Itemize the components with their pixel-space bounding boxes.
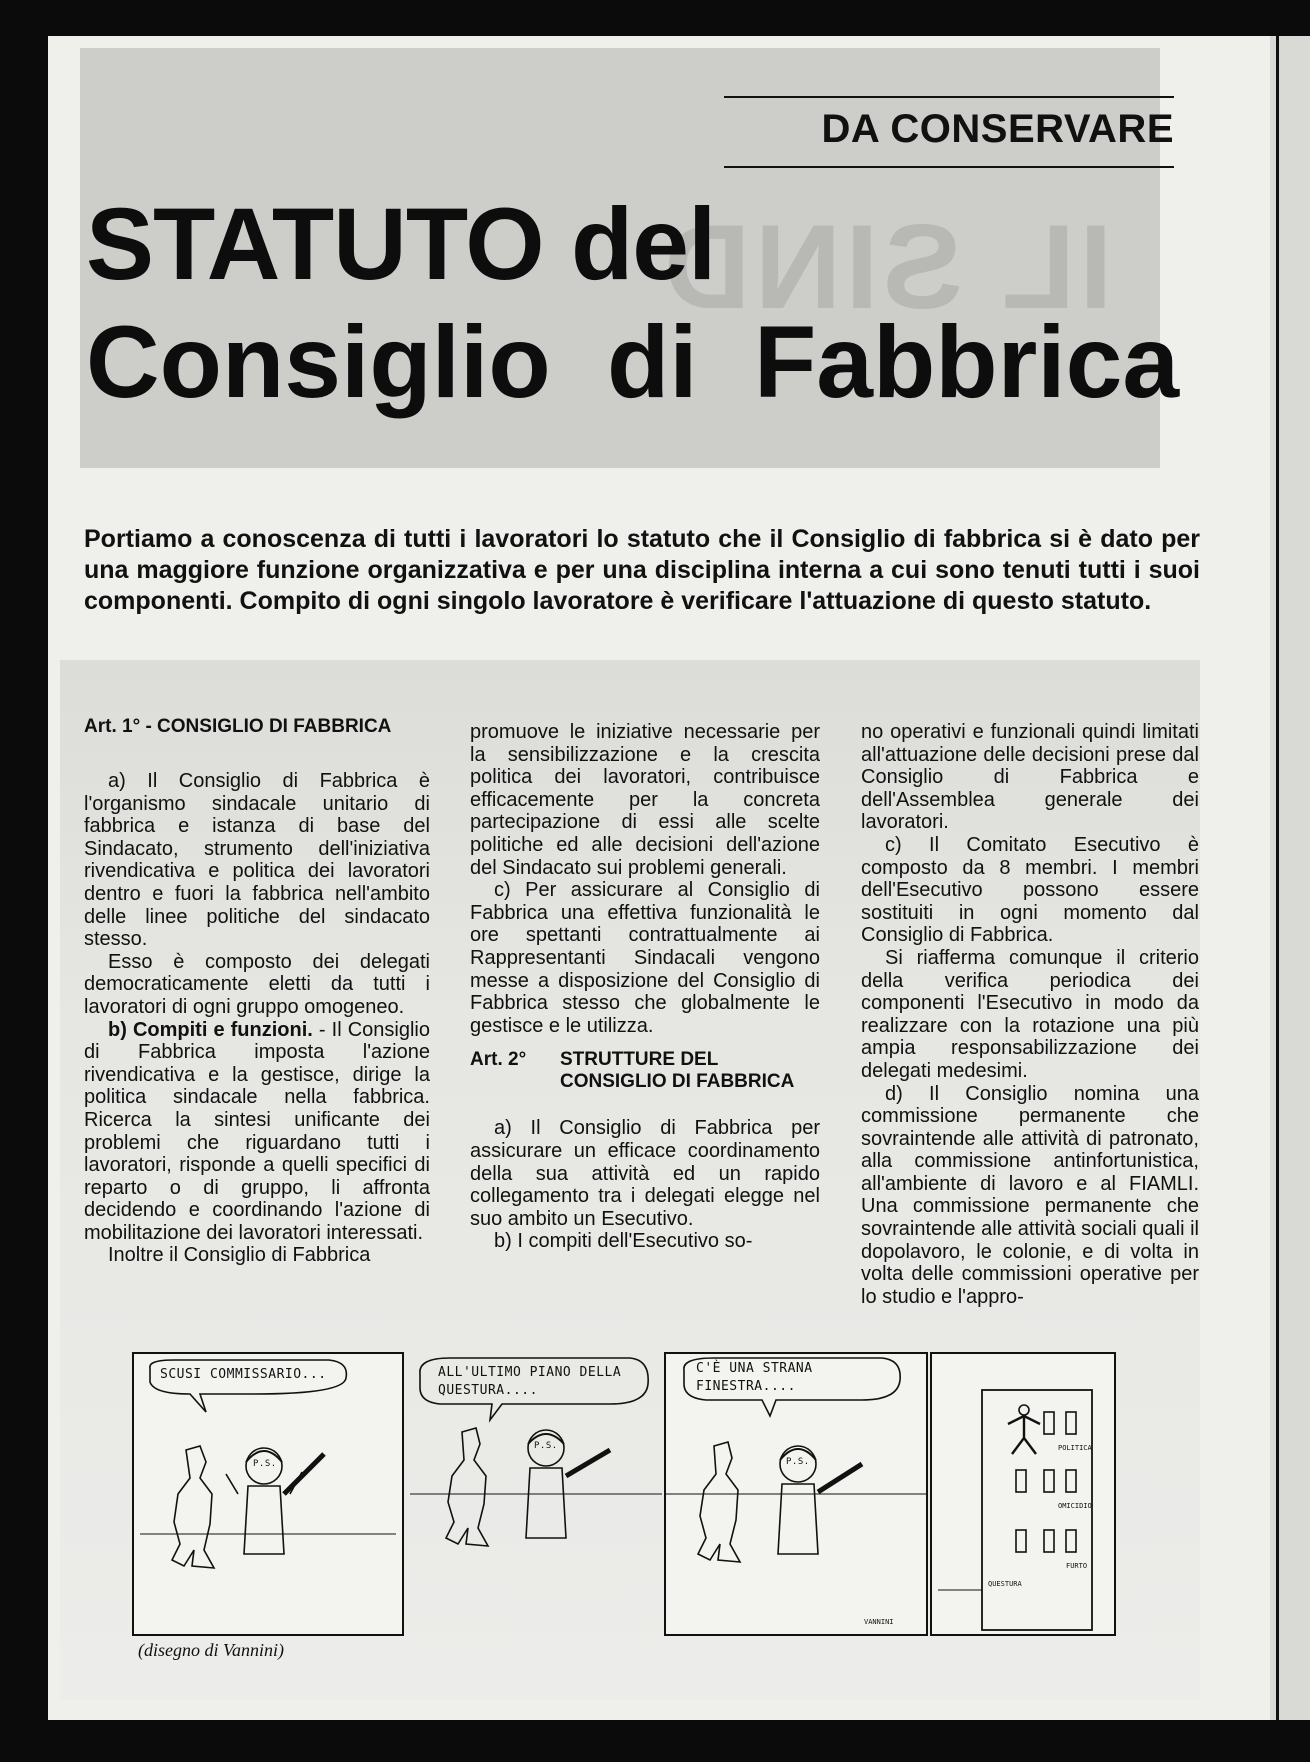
subheading: b) Compiti e funzioni. (108, 1018, 313, 1041)
article-title-text (560, 1049, 820, 1093)
helmet-label: P.S. (786, 1457, 810, 1467)
paragraph: promuove le iniziative necessarie per la sensibilizzazione e la crescita politica dei lavoratori, contribuisce efficacemente per la concreta partecipazione di essi alle scelte politiche ed alle decisioni dell'azione del Sindacato sui problemi generali. (470, 721, 820, 879)
sign-questura: QUESTURA (988, 1580, 1022, 1588)
column-1 (84, 716, 430, 1267)
helmet-label: P.S. (534, 1441, 558, 1451)
article-2-heading (470, 1049, 820, 1093)
heading-line: CONSIGLIO DI FABBRICA (560, 1071, 795, 1093)
sign-politica: POLITICA (1058, 1444, 1092, 1452)
comic-strip (132, 1352, 1112, 1637)
paragraph: Esso è composto dei delegati democraticamente eletti da tutti i lavoratori di ogni gruppo omogeneo. (84, 950, 430, 1018)
intro-paragraph: Portiamo a conoscenza di tutti i lavoratori lo statuto che il Consiglio di fabbrica si è dato per una maggiore funzione organizzativa e per una disciplina interna a cui sono tenuti tutti i suoi componenti. Compito di ogni singolo lavoratore è verificare l'attuazione di questo statuto. (84, 525, 1200, 615)
paragraph: no operativi e funzionali quindi limitati all'attuazione delle decisioni prese dal Consiglio di Fabbrica e dell'Assemblea generale dei lavoratori. (861, 721, 1199, 834)
title-line-1: STATUTO del (86, 187, 716, 301)
next-page-edge (1270, 36, 1310, 1720)
panel-3-drawing (666, 1354, 926, 1634)
paragraph: a) Il Consiglio di Fabbrica è l'organismo sindacale unitario di fabbrica e istanza di base del Sindacato, strumento dell'iniziativa rivendicativa e politica dei lavoratori dentro e fuori la fabbrica nell'ambito delle linee politiche del sindacato stesso. (84, 770, 430, 951)
comic-panel-1 (132, 1352, 404, 1636)
speech-bubble-2-line-2: QUESTURA.... (438, 1383, 538, 1398)
speech-bubble-1: SCUSI COMMISSARIO... (160, 1367, 327, 1382)
illustration-credit: (disegno di Vannini) (138, 1640, 284, 1660)
artist-signature: VANNINI (864, 1618, 894, 1626)
paragraph: b) I compiti dell'Esecutivo so- (494, 1230, 753, 1253)
column-2 (470, 721, 820, 1253)
comic-panel-2 (408, 1352, 664, 1636)
title-line-2: Consiglio di Fabbrica (86, 305, 1180, 419)
heading-line: STRUTTURE DEL (560, 1049, 719, 1071)
helmet-label: P.S. (253, 1459, 277, 1469)
comic-panel-3 (664, 1352, 928, 1636)
background-texture: IL SIND (660, 200, 1113, 334)
paragraph: c) Il Comitato Esecutivo è composto da 8 membri. I membri dell'Esecutivo possono essere sostituiti in ogni momento dal Consiglio di Fabbrica. (861, 833, 1199, 947)
speech-bubble-3-line-2: FINESTRA.... (696, 1379, 796, 1394)
sign-omicidio: OMICIDIO (1058, 1502, 1092, 1510)
article-number: Art. 2° (470, 1049, 527, 1071)
paragraph: d) Il Consiglio nomina una commissione permanente che sovraintende alle attività di patronato, alla commissione antinfortunistica, all'ambiente di lavoro e al FIAMLI. Una commissione permanente che sovraintende alle attività sociali quali il dopolavoro, le colonie, e di volta in volta delle commissioni operative per lo studio e l'appro- (861, 1082, 1199, 1308)
panel-4-drawing (932, 1354, 1114, 1634)
sign-furto: FURTO (1066, 1562, 1088, 1570)
article-1-heading: Art. 1° - CONSIGLIO DI FABBRICA (84, 716, 392, 737)
paragraph: c) Per assicurare al Consiglio di Fabbrica una effettiva funzionalità le ore spettanti contrattualmente ai Rappresentanti Sindacali vengono messe a disposizione del Consiglio di Fabbrica stesso che globalmente le gestisce e le utilizza. (470, 879, 820, 1037)
paragraph: a) Il Consiglio di Fabbrica per assicurare un efficace coordinamento della sua attività ed un rapido collegamento tra i delegati elegge nel suo ambito un Esecutivo. (470, 1117, 820, 1230)
paragraph-text: - Il Consiglio di Fabbrica imposta l'azione rivendicativa e la gestisce, dirige la politica sindacale nella fabbrica. Ricerca la sintesi unificante dei problemi che riguardano tutti i lavoratori, risponde a quelli specifici di reparto o di gruppo, li affronta decidendo e coordinando l'azione di mobilitazione dei lavoratori interessati. (84, 1018, 430, 1244)
speech-bubble-2-line-1: ALL'ULTIMO PIANO DELLA (438, 1365, 622, 1380)
rubric-label: DA CONSERVARE (821, 106, 1174, 151)
panel-1-drawing (134, 1354, 402, 1634)
comic-panel-4 (930, 1352, 1116, 1636)
rubric-rule-top (724, 96, 1174, 98)
paragraph: Inoltre il Consiglio di Fabbrica (108, 1244, 371, 1267)
speech-bubble-3-line-1: C'È UNA STRANA (696, 1361, 813, 1376)
paragraph (84, 1019, 430, 1245)
rubric-rule-bottom (724, 166, 1174, 168)
column-3 (861, 721, 1199, 1308)
article-title (86, 185, 1186, 421)
paragraph: Si riafferma comunque il criterio della verifica periodica dei componenti l'Esecutivo in modo da realizzare con la rotazione una più ampia responsabilizzazione dei delegati medesimi. (861, 946, 1199, 1082)
